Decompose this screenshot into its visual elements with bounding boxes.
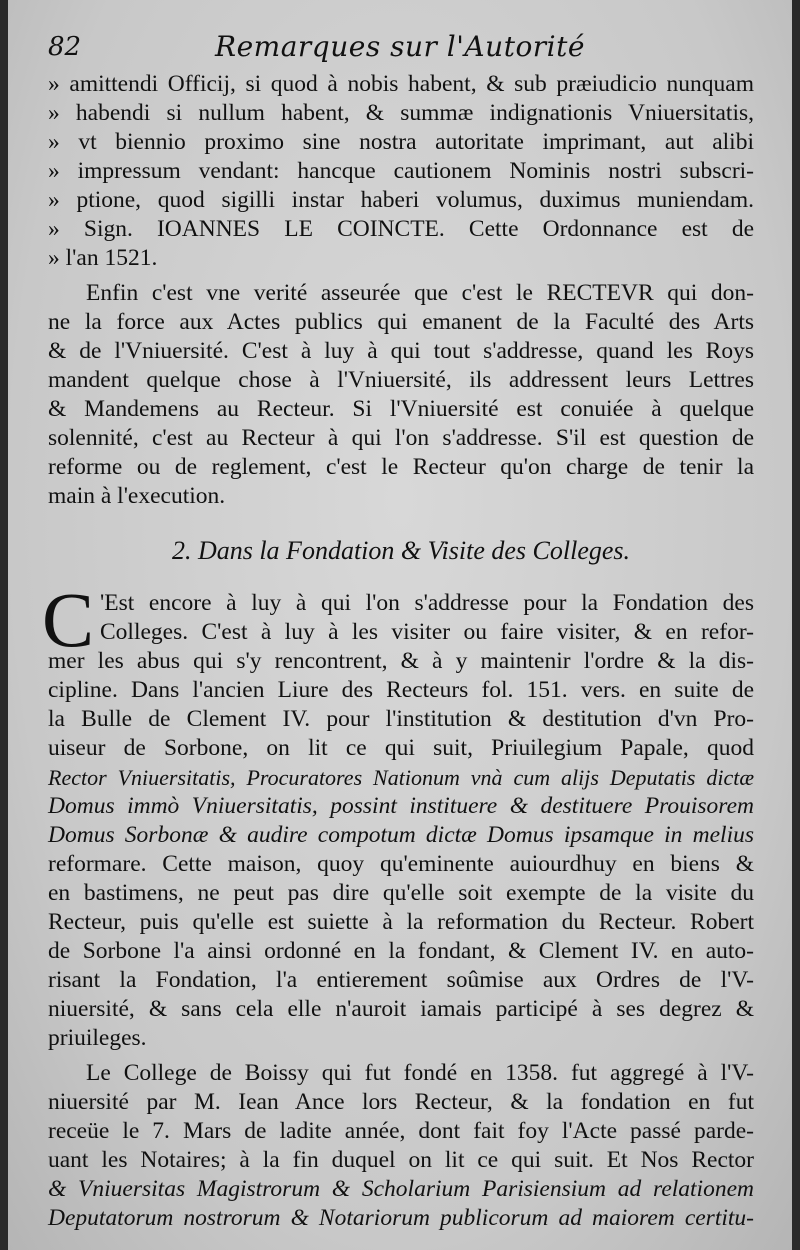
text-line: Le College de Boissy qui fut fondé en 1358. fut aggregé à l'V- bbox=[86, 1060, 754, 1086]
quote-line: » impressum vendant: hancque cautionem Nominis nostri subscri- bbox=[48, 158, 754, 184]
text-line: Colleges. C'est à luy à les visiter ou faire visiter, & en refor- bbox=[100, 619, 754, 645]
text-line: niuersité par M. Iean Ance lors Recteur, & la fondation en fut bbox=[48, 1089, 754, 1115]
text-line: Domus Sorbonæ & audire compotum dictæ Domus ipsamque in melius bbox=[48, 822, 754, 848]
page-number: 82 bbox=[48, 32, 82, 62]
text-line: cipline. Dans l'ancien Liure des Recteurs fol. 151. vers. en suite de bbox=[48, 677, 754, 703]
page-body bbox=[42, 70, 754, 1233]
text-line: ne la force aux Actes publics qui emanent de la Faculté des Arts bbox=[48, 309, 754, 335]
text-line: & Vniuersitas Magistrorum & Scholarium Parisiensium ad relationem bbox=[48, 1176, 754, 1202]
text-line: reformare. Cette maison, quoy qu'eminente auiourdhuy en biens & bbox=[48, 851, 754, 877]
paragraph-colleges bbox=[42, 576, 754, 1053]
text-line: de Sorbone l'a ainsi ordonné en la fondant, & Clement IV. en auto- bbox=[48, 938, 754, 964]
quote-line: » ptione, quod sigilli instar haberi volumus, duximus muniendam. bbox=[48, 187, 754, 213]
running-title: Remarques sur l'Autorité bbox=[215, 30, 585, 63]
text-line: receüe le 7. Mars de ladite année, dont fait foy l'Acte passé parde- bbox=[48, 1118, 754, 1144]
text-line: Deputatorum nostrorum & Notariorum publicorum ad maiorem certitu- bbox=[48, 1205, 754, 1231]
quote-line: » habendi si nullum habent, & summæ indignationis Vniuersitatis, bbox=[48, 100, 754, 126]
quote-line: » l'an 1521. bbox=[48, 245, 158, 271]
paragraph-rector-authority bbox=[48, 279, 754, 511]
text-line: Rector Vniuersitatis, Procuratores Nationum vnà cum alijs Deputatis dictæ bbox=[48, 765, 754, 790]
text-line: mer les abus qui s'y rencontrent, & à y maintenir l'ordre & la dis- bbox=[48, 648, 754, 674]
section-heading: 2. Dans la Fondation & Visite des Colleges. bbox=[171, 536, 631, 565]
quotation-block bbox=[48, 70, 754, 273]
text-line: solennité, c'est au Recteur à qui l'on s'addresse. S'il est question de bbox=[48, 425, 754, 451]
text-line: Domus immò Vniuersitatis, possint instituere & destituere Prouisorem bbox=[48, 793, 754, 819]
paragraph-college-boissy bbox=[48, 1059, 754, 1233]
quote-line: » amittendi Officij, si quod à nobis habent, & sub præiudicio nunquam bbox=[48, 71, 754, 97]
book-page bbox=[8, 0, 792, 1250]
text-line: priuileges. bbox=[48, 1025, 147, 1051]
text-line: la Bulle de Clement IV. pour l'institution & destitution d'vn Pro- bbox=[48, 706, 754, 732]
text-line: & Mandemens au Recteur. Si l'Vniuersité est conuiée à quelque bbox=[48, 396, 754, 422]
text-line: uant les Notaires; à la fin duquel on lit ce qui suit. Et Nos Rector bbox=[48, 1147, 754, 1173]
text-line: uiseur de Sorbone, on lit ce qui suit, Priuilegium Papale, quod bbox=[48, 735, 754, 761]
text-line: main à l'execution. bbox=[48, 483, 226, 509]
text-line: 'Est encore à luy à qui l'on s'addresse pour la Fondation des bbox=[100, 590, 754, 616]
drop-cap: C bbox=[42, 576, 95, 663]
text-line: & de l'Vniuersité. C'est à luy à qui tout s'addresse, quand les Roys bbox=[48, 338, 754, 364]
text-line: mandent quelque chose à l'Vniuersité, ils addressent leurs Lettres bbox=[48, 367, 754, 393]
text-line: Enfin c'est vne verité asseurée que c'est le RECTEVR qui don- bbox=[86, 280, 754, 306]
quote-line: » vt biennio proximo sine nostra autoritate imprimant, aut alibi bbox=[48, 129, 754, 155]
text-line: niuersité, & sans cela elle n'auroit iamais participé à ses degrez & bbox=[48, 996, 754, 1022]
quote-line: » Sign. IOANNES LE COINCTE. Cette Ordonnance est de bbox=[48, 216, 754, 242]
text-line: reforme ou de reglement, c'est le Recteur qu'on charge de tenir la bbox=[48, 454, 754, 480]
text-line: Recteur, puis qu'elle est suiette à la reformation du Recteur. Robert bbox=[48, 909, 754, 935]
text-line: en bastimens, ne peut pas dire qu'elle soit exempte de la visite du bbox=[48, 880, 754, 906]
text-line: risant la Fondation, l'a entierement soûmise aux Ordres de l'V- bbox=[48, 967, 754, 993]
page-header bbox=[48, 30, 752, 70]
